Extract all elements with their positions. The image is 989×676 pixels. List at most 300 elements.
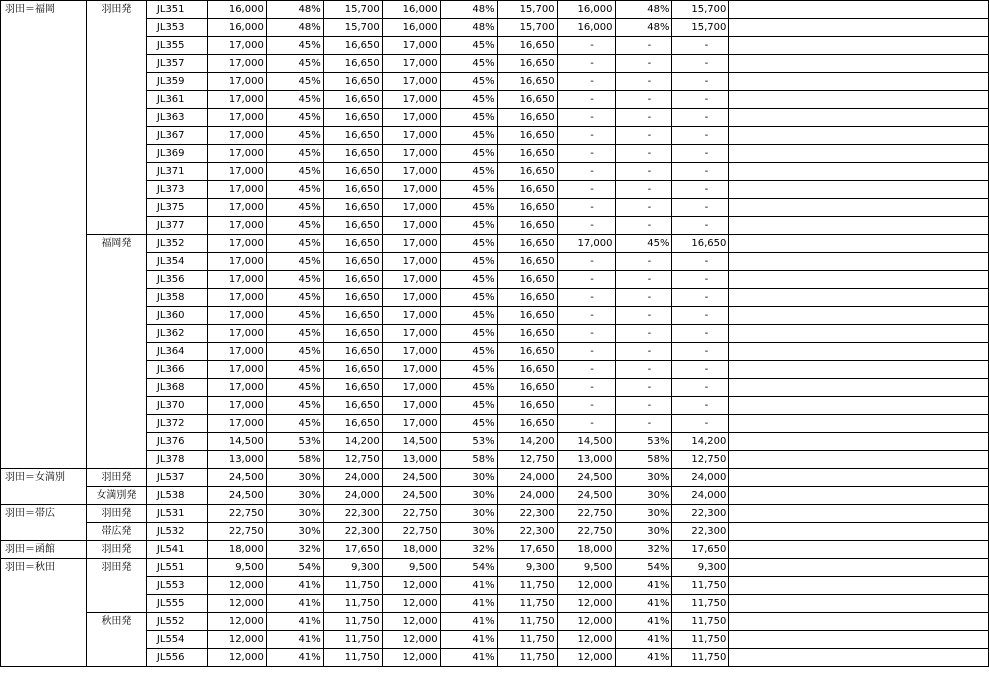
flight-number-cell[interactable]: JL363 [146,109,207,127]
discount-rate-cell[interactable]: 45% [440,181,497,199]
direction-cell[interactable]: 羽田発 [86,505,146,523]
flight-number-cell[interactable]: JL378 [146,451,207,469]
discount-rate-cell[interactable]: 45% [266,109,323,127]
fare-cell[interactable]: 15,700 [323,19,382,37]
fare-cell[interactable]: - [672,109,729,127]
flight-number-cell[interactable]: JL372 [146,415,207,433]
flight-number-cell[interactable]: JL359 [146,73,207,91]
flight-number-cell[interactable]: JL361 [146,91,207,109]
fare-cell[interactable]: 17,000 [382,235,440,253]
flight-number-cell[interactable]: JL360 [146,307,207,325]
fare-cell[interactable]: 14,500 [207,433,266,451]
discount-rate-cell[interactable]: - [615,397,672,415]
discount-rate-cell[interactable]: 45% [266,271,323,289]
empty-cell[interactable] [729,343,989,361]
discount-rate-cell[interactable]: 45% [266,379,323,397]
fare-cell[interactable]: 16,650 [323,37,382,55]
flight-number-cell[interactable]: JL376 [146,433,207,451]
fare-cell[interactable]: - [557,37,615,55]
discount-rate-cell[interactable]: - [615,361,672,379]
flight-number-cell[interactable]: JL551 [146,559,207,577]
fare-cell[interactable]: 15,700 [497,1,557,19]
fare-cell[interactable]: 16,650 [497,325,557,343]
fare-cell[interactable]: 22,750 [207,523,266,541]
fare-cell[interactable]: 17,000 [207,235,266,253]
fare-cell[interactable]: - [557,343,615,361]
discount-rate-cell[interactable]: 30% [266,469,323,487]
discount-rate-cell[interactable]: 41% [266,631,323,649]
flight-number-cell[interactable]: JL355 [146,37,207,55]
empty-cell[interactable] [729,631,989,649]
fare-cell[interactable]: - [557,397,615,415]
discount-rate-cell[interactable]: 45% [266,127,323,145]
fare-cell[interactable]: 17,000 [382,145,440,163]
discount-rate-cell[interactable]: 45% [440,307,497,325]
fare-cell[interactable]: 17,000 [382,127,440,145]
flight-number-cell[interactable]: JL552 [146,613,207,631]
fare-cell[interactable]: 16,650 [497,37,557,55]
fare-cell[interactable]: 24,500 [207,469,266,487]
fare-cell[interactable]: 14,500 [557,433,615,451]
flight-number-cell[interactable]: JL537 [146,469,207,487]
discount-rate-cell[interactable]: 45% [440,361,497,379]
flight-number-cell[interactable]: JL369 [146,145,207,163]
fare-cell[interactable]: 16,650 [497,73,557,91]
fare-cell[interactable]: - [672,397,729,415]
flight-number-cell[interactable]: JL364 [146,343,207,361]
fare-cell[interactable]: 16,650 [323,55,382,73]
discount-rate-cell[interactable]: 45% [266,253,323,271]
flight-number-cell[interactable]: JL555 [146,595,207,613]
fare-cell[interactable]: - [557,109,615,127]
discount-rate-cell[interactable]: 30% [440,523,497,541]
empty-cell[interactable] [729,19,989,37]
fare-cell[interactable]: 12,750 [323,451,382,469]
fare-cell[interactable]: 22,750 [557,523,615,541]
fare-cell[interactable]: 11,750 [323,577,382,595]
fare-cell[interactable]: 16,650 [497,199,557,217]
flight-number-cell[interactable]: JL541 [146,541,207,559]
discount-rate-cell[interactable]: 48% [615,1,672,19]
fare-cell[interactable]: 11,750 [323,649,382,667]
fare-cell[interactable]: - [672,163,729,181]
discount-rate-cell[interactable]: 32% [615,541,672,559]
fare-cell[interactable]: 16,650 [497,127,557,145]
fare-cell[interactable]: 11,750 [497,577,557,595]
fare-cell[interactable]: 22,300 [497,505,557,523]
fare-cell[interactable]: 16,650 [497,415,557,433]
fare-cell[interactable]: 16,650 [323,181,382,199]
discount-rate-cell[interactable]: 45% [440,145,497,163]
fare-cell[interactable]: 12,000 [557,613,615,631]
fare-cell[interactable]: 17,650 [323,541,382,559]
fare-cell[interactable]: 18,000 [557,541,615,559]
discount-rate-cell[interactable]: - [615,91,672,109]
discount-rate-cell[interactable]: 48% [440,1,497,19]
empty-cell[interactable] [729,73,989,91]
direction-cell[interactable]: 羽田発 [86,559,146,613]
fare-cell[interactable]: 9,300 [497,559,557,577]
flight-number-cell[interactable]: JL356 [146,271,207,289]
fare-cell[interactable]: 22,300 [672,523,729,541]
discount-rate-cell[interactable]: - [615,325,672,343]
fare-cell[interactable]: - [557,361,615,379]
discount-rate-cell[interactable]: 45% [440,163,497,181]
fare-cell[interactable]: 16,650 [497,109,557,127]
fare-cell[interactable]: 24,000 [672,487,729,505]
fare-cell[interactable]: 14,500 [382,433,440,451]
fare-cell[interactable]: 24,000 [323,487,382,505]
fare-cell[interactable]: 17,000 [382,289,440,307]
discount-rate-cell[interactable]: 45% [266,73,323,91]
fare-cell[interactable]: - [672,289,729,307]
discount-rate-cell[interactable]: 41% [615,577,672,595]
fare-cell[interactable]: 17,000 [382,199,440,217]
fare-cell[interactable]: 16,000 [207,19,266,37]
flight-number-cell[interactable]: JL353 [146,19,207,37]
discount-rate-cell[interactable]: 45% [266,307,323,325]
fare-cell[interactable]: 16,650 [323,397,382,415]
discount-rate-cell[interactable]: 58% [266,451,323,469]
fare-cell[interactable]: 17,000 [207,181,266,199]
fare-cell[interactable]: 14,200 [497,433,557,451]
fare-cell[interactable]: 17,000 [207,271,266,289]
fare-cell[interactable]: - [672,343,729,361]
fare-cell[interactable]: - [557,163,615,181]
empty-cell[interactable] [729,181,989,199]
flight-number-cell[interactable]: JL354 [146,253,207,271]
discount-rate-cell[interactable]: 48% [615,19,672,37]
fare-cell[interactable]: - [672,199,729,217]
fare-cell[interactable]: 12,000 [382,613,440,631]
empty-cell[interactable] [729,289,989,307]
discount-rate-cell[interactable]: 45% [440,343,497,361]
fare-cell[interactable]: 11,750 [497,613,557,631]
empty-cell[interactable] [729,577,989,595]
fare-cell[interactable]: - [557,73,615,91]
flight-number-cell[interactable]: JL351 [146,1,207,19]
discount-rate-cell[interactable]: 45% [266,37,323,55]
fare-cell[interactable]: 16,650 [497,181,557,199]
discount-rate-cell[interactable]: 45% [266,325,323,343]
fare-cell[interactable]: 17,000 [207,289,266,307]
empty-cell[interactable] [729,55,989,73]
discount-rate-cell[interactable]: - [615,271,672,289]
empty-cell[interactable] [729,451,989,469]
fare-cell[interactable]: 16,650 [497,361,557,379]
discount-rate-cell[interactable]: 41% [615,613,672,631]
discount-rate-cell[interactable]: - [615,415,672,433]
fare-cell[interactable]: 17,000 [207,37,266,55]
fare-cell[interactable]: 16,650 [497,253,557,271]
fare-cell[interactable]: 16,650 [497,343,557,361]
direction-cell[interactable]: 女満別発 [86,487,146,505]
route-cell[interactable]: 羽田＝函館 [1,541,87,559]
discount-rate-cell[interactable]: 45% [440,199,497,217]
fare-cell[interactable]: - [557,325,615,343]
fare-cell[interactable]: 17,000 [207,73,266,91]
discount-rate-cell[interactable]: 45% [266,343,323,361]
discount-rate-cell[interactable]: 30% [440,505,497,523]
fare-cell[interactable]: 16,650 [323,145,382,163]
discount-rate-cell[interactable]: 45% [266,199,323,217]
discount-rate-cell[interactable]: 45% [615,235,672,253]
fare-cell[interactable]: 17,000 [207,163,266,181]
discount-rate-cell[interactable]: 45% [266,361,323,379]
fare-cell[interactable]: 16,650 [323,217,382,235]
fare-cell[interactable]: - [557,415,615,433]
discount-rate-cell[interactable]: 30% [266,487,323,505]
fare-cell[interactable]: - [557,307,615,325]
discount-rate-cell[interactable]: - [615,253,672,271]
discount-rate-cell[interactable]: 41% [440,595,497,613]
discount-rate-cell[interactable]: 45% [440,127,497,145]
fare-cell[interactable]: 16,000 [557,1,615,19]
fare-cell[interactable]: 22,750 [557,505,615,523]
fare-cell[interactable]: 12,000 [382,577,440,595]
discount-rate-cell[interactable]: 45% [266,91,323,109]
empty-cell[interactable] [729,415,989,433]
empty-cell[interactable] [729,253,989,271]
discount-rate-cell[interactable]: 45% [440,325,497,343]
fare-cell[interactable]: 16,650 [323,73,382,91]
empty-cell[interactable] [729,505,989,523]
fare-cell[interactable]: 9,300 [323,559,382,577]
fare-cell[interactable]: 17,000 [207,253,266,271]
fare-cell[interactable]: 17,000 [207,199,266,217]
fare-cell[interactable]: 17,000 [382,343,440,361]
fare-cell[interactable]: 11,750 [672,595,729,613]
fare-cell[interactable]: 17,000 [207,55,266,73]
flight-number-cell[interactable]: JL352 [146,235,207,253]
fare-cell[interactable]: 17,000 [382,73,440,91]
discount-rate-cell[interactable]: 45% [440,271,497,289]
empty-cell[interactable] [729,361,989,379]
fare-cell[interactable]: 16,650 [497,379,557,397]
route-cell[interactable]: 羽田＝福岡 [1,1,87,469]
fare-cell[interactable]: - [557,199,615,217]
empty-cell[interactable] [729,307,989,325]
route-cell[interactable]: 羽田＝秋田 [1,559,87,667]
discount-rate-cell[interactable]: 41% [266,595,323,613]
fare-cell[interactable]: 17,000 [382,397,440,415]
empty-cell[interactable] [729,433,989,451]
empty-cell[interactable] [729,91,989,109]
fare-cell[interactable]: 16,000 [382,1,440,19]
fare-cell[interactable]: - [557,127,615,145]
fare-cell[interactable]: - [557,91,615,109]
fare-cell[interactable]: - [672,307,729,325]
empty-cell[interactable] [729,397,989,415]
discount-rate-cell[interactable]: 45% [266,397,323,415]
direction-cell[interactable]: 秋田発 [86,613,146,667]
fare-cell[interactable]: 11,750 [497,631,557,649]
flight-number-cell[interactable]: JL362 [146,325,207,343]
discount-rate-cell[interactable]: 41% [615,631,672,649]
discount-rate-cell[interactable]: - [615,199,672,217]
empty-cell[interactable] [729,523,989,541]
discount-rate-cell[interactable]: 41% [266,613,323,631]
discount-rate-cell[interactable]: 45% [440,55,497,73]
discount-rate-cell[interactable]: 45% [440,91,497,109]
fare-cell[interactable]: 16,650 [497,163,557,181]
fare-cell[interactable]: 17,000 [207,307,266,325]
empty-cell[interactable] [729,217,989,235]
flight-number-cell[interactable]: JL368 [146,379,207,397]
discount-rate-cell[interactable]: 48% [266,19,323,37]
discount-rate-cell[interactable]: 53% [440,433,497,451]
fare-cell[interactable]: 16,650 [497,217,557,235]
fare-cell[interactable]: 12,750 [672,451,729,469]
discount-rate-cell[interactable]: - [615,109,672,127]
fare-cell[interactable]: 16,650 [497,235,557,253]
fare-cell[interactable]: 16,650 [323,415,382,433]
flight-number-cell[interactable]: JL532 [146,523,207,541]
fare-cell[interactable]: 17,000 [207,109,266,127]
discount-rate-cell[interactable]: 45% [266,289,323,307]
fare-cell[interactable]: 17,000 [382,307,440,325]
empty-cell[interactable] [729,649,989,667]
fare-cell[interactable]: 22,750 [382,523,440,541]
fare-cell[interactable]: 17,000 [557,235,615,253]
fare-cell[interactable]: - [557,253,615,271]
flight-number-cell[interactable]: JL358 [146,289,207,307]
fare-cell[interactable]: 17,000 [207,145,266,163]
fare-cell[interactable]: 12,000 [382,649,440,667]
discount-rate-cell[interactable]: 30% [266,505,323,523]
discount-rate-cell[interactable]: 32% [266,541,323,559]
flight-number-cell[interactable]: JL370 [146,397,207,415]
fare-cell[interactable]: 16,650 [323,91,382,109]
fare-cell[interactable]: 14,200 [323,433,382,451]
empty-cell[interactable] [729,541,989,559]
fare-cell[interactable]: 16,650 [497,271,557,289]
discount-rate-cell[interactable]: 45% [266,415,323,433]
fare-cell[interactable]: 11,750 [323,631,382,649]
fare-cell[interactable]: 15,700 [497,19,557,37]
fare-cell[interactable]: - [672,361,729,379]
discount-rate-cell[interactable]: 30% [615,523,672,541]
fare-cell[interactable]: - [672,145,729,163]
fare-cell[interactable]: 22,300 [323,523,382,541]
fare-cell[interactable]: 17,000 [382,181,440,199]
discount-rate-cell[interactable]: 45% [440,73,497,91]
empty-cell[interactable] [729,145,989,163]
fare-cell[interactable]: 15,700 [672,19,729,37]
flight-number-cell[interactable]: JL371 [146,163,207,181]
flight-number-cell[interactable]: JL366 [146,361,207,379]
fare-cell[interactable]: 17,000 [382,325,440,343]
fare-cell[interactable]: 16,650 [323,325,382,343]
discount-rate-cell[interactable]: 45% [266,163,323,181]
fare-cell[interactable]: 11,750 [323,595,382,613]
empty-cell[interactable] [729,109,989,127]
fare-cell[interactable]: 16,650 [497,289,557,307]
fare-cell[interactable]: 16,650 [323,271,382,289]
fare-cell[interactable]: 24,000 [497,469,557,487]
discount-rate-cell[interactable]: 30% [440,487,497,505]
fare-cell[interactable]: 17,000 [207,325,266,343]
fare-cell[interactable]: 13,000 [382,451,440,469]
fare-cell[interactable]: 24,000 [497,487,557,505]
fare-cell[interactable]: 11,750 [497,595,557,613]
fare-cell[interactable]: 12,000 [382,631,440,649]
empty-cell[interactable] [729,199,989,217]
fare-cell[interactable]: 22,300 [497,523,557,541]
fare-cell[interactable]: 12,000 [207,631,266,649]
fare-cell[interactable]: 17,000 [382,415,440,433]
fare-cell[interactable]: 16,650 [323,127,382,145]
fare-cell[interactable]: 16,650 [497,397,557,415]
flight-number-cell[interactable]: JL531 [146,505,207,523]
fare-cell[interactable]: - [672,271,729,289]
fare-cell[interactable]: 16,650 [672,235,729,253]
fare-cell[interactable]: 22,300 [672,505,729,523]
fare-cell[interactable]: - [672,127,729,145]
fare-cell[interactable]: 12,000 [557,631,615,649]
fare-cell[interactable]: 17,000 [207,361,266,379]
fare-cell[interactable]: 9,500 [207,559,266,577]
fare-cell[interactable]: - [672,217,729,235]
fare-cell[interactable]: - [672,325,729,343]
fare-cell[interactable]: 24,500 [382,469,440,487]
discount-rate-cell[interactable]: 45% [266,55,323,73]
fare-cell[interactable]: - [672,379,729,397]
fare-cell[interactable]: 17,000 [382,55,440,73]
flight-number-cell[interactable]: JL367 [146,127,207,145]
discount-rate-cell[interactable]: 54% [440,559,497,577]
discount-rate-cell[interactable]: - [615,37,672,55]
fare-cell[interactable]: - [557,145,615,163]
fare-cell[interactable]: 11,750 [497,649,557,667]
discount-rate-cell[interactable]: - [615,163,672,181]
discount-rate-cell[interactable]: 30% [615,505,672,523]
fare-cell[interactable]: 17,000 [382,271,440,289]
discount-rate-cell[interactable]: - [615,73,672,91]
empty-cell[interactable] [729,595,989,613]
fare-cell[interactable]: 17,000 [207,127,266,145]
discount-rate-cell[interactable]: 53% [266,433,323,451]
fare-cell[interactable]: 16,650 [323,235,382,253]
direction-cell[interactable]: 羽田発 [86,1,146,235]
fare-cell[interactable]: - [557,181,615,199]
flight-number-cell[interactable]: JL538 [146,487,207,505]
discount-rate-cell[interactable]: 48% [440,19,497,37]
fare-cell[interactable]: 9,300 [672,559,729,577]
fare-cell[interactable]: 17,000 [382,37,440,55]
discount-rate-cell[interactable]: 58% [615,451,672,469]
fare-cell[interactable]: 17,000 [207,217,266,235]
flight-number-cell[interactable]: JL373 [146,181,207,199]
fare-cell[interactable]: 22,300 [323,505,382,523]
flight-number-cell[interactable]: JL377 [146,217,207,235]
discount-rate-cell[interactable]: 30% [440,469,497,487]
fare-cell[interactable]: 11,750 [323,613,382,631]
fare-cell[interactable]: 12,000 [557,649,615,667]
fare-cell[interactable]: - [672,253,729,271]
fare-cell[interactable]: 12,000 [382,595,440,613]
discount-rate-cell[interactable]: 41% [440,577,497,595]
fare-cell[interactable]: 24,000 [323,469,382,487]
discount-rate-cell[interactable]: 45% [440,235,497,253]
discount-rate-cell[interactable]: 45% [440,253,497,271]
discount-rate-cell[interactable]: 32% [440,541,497,559]
flight-number-cell[interactable]: JL375 [146,199,207,217]
empty-cell[interactable] [729,325,989,343]
empty-cell[interactable] [729,235,989,253]
discount-rate-cell[interactable]: - [615,181,672,199]
discount-rate-cell[interactable]: 54% [266,559,323,577]
